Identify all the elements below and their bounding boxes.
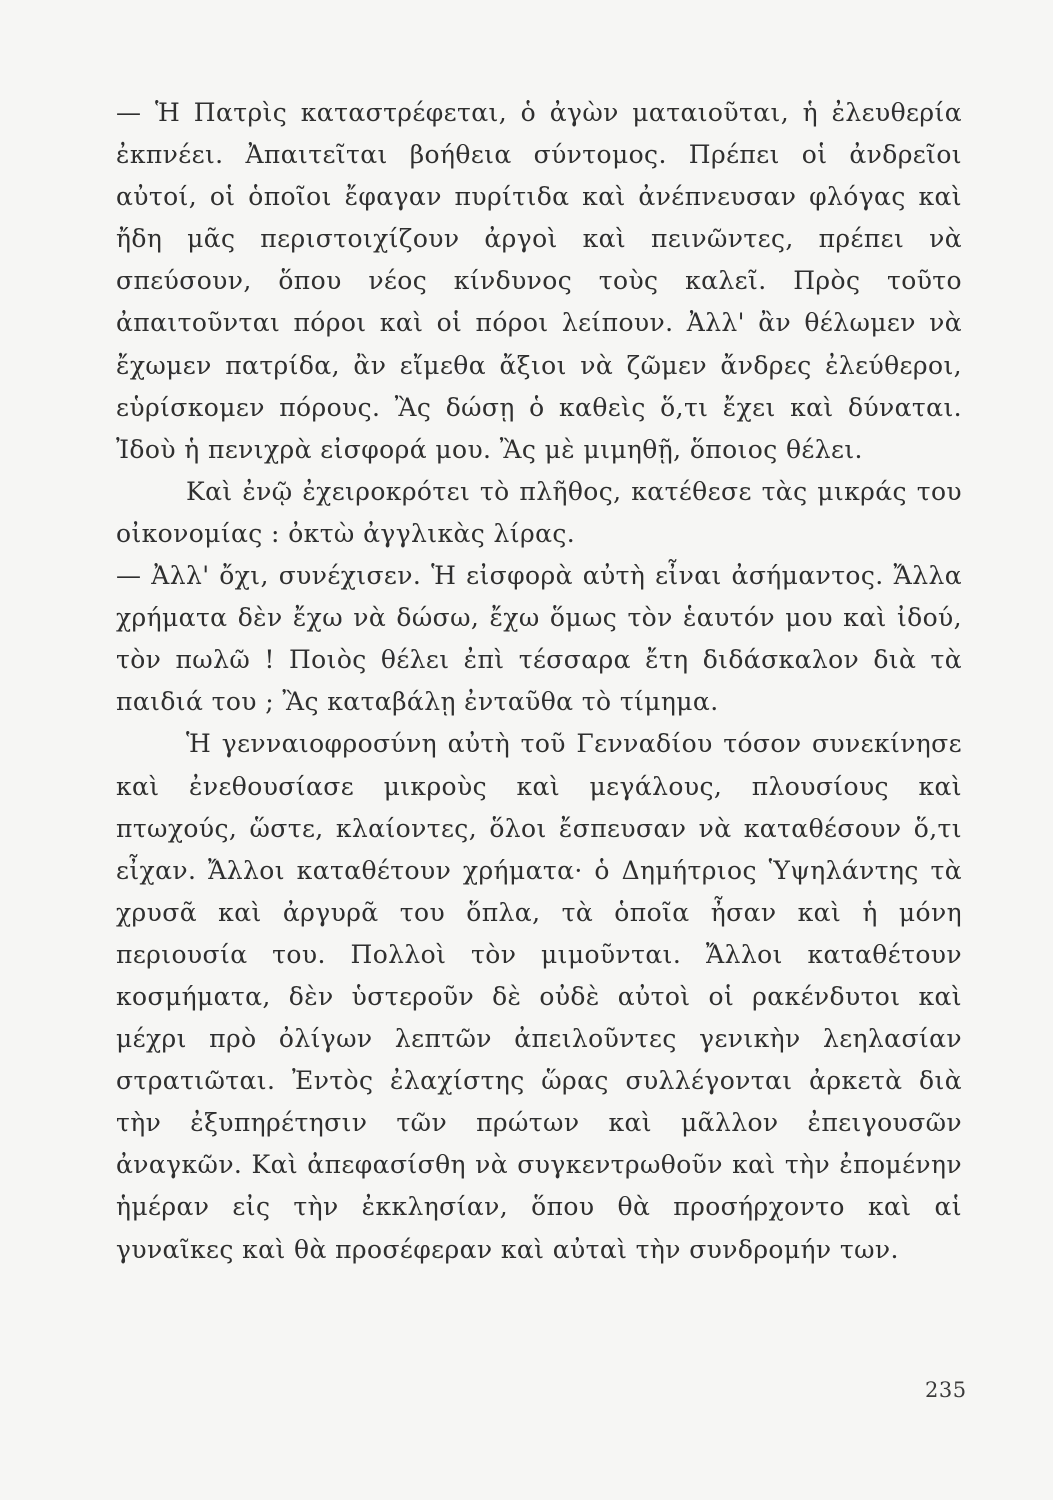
body-text bbox=[116, 92, 962, 1271]
page-number: 235 bbox=[925, 1378, 967, 1402]
paragraph-narration-1: Καὶ ἐνῷ ἐχειροκρότει τὸ πλῆθος, κατέθεσε τὰς μικράς του οἰκονομίας : ὀκτὼ ἀγγλικὰς λίρας. bbox=[116, 476, 962, 548]
paragraph-speech-1: — Ἡ Πατρὶς καταστρέφεται, ὁ ἀγὼν ματαιοῦται, ἡ ἐλευθερία ἐκπνέει. Ἀπαιτεῖται βοήθεια σύντομος. Πρέπει οἱ ἀνδρεῖοι αὐτοί, οἱ ὁποῖοι ἔφαγαν πυρίτιδα καὶ ἀνέπνευσαν φλόγας καὶ ἤδη μᾶς περιστοιχίζουν ἀργοὶ καὶ πεινῶντες, πρέπει νὰ σπεύσουν, ὅπου νέος κίνδυνος τοὺς καλεῖ. Πρὸς τοῦτο ἀπαιτοῦνται πόροι καὶ οἱ πόροι λείπουν. Ἀλλ' ἂν θέλωμεν νὰ ἔχωμεν πατρίδα, ἂν εἴμεθα ἄξιοι νὰ ζῶμεν ἄνδρες ἐλεύθεροι, εὑρίσκομεν πόρους. Ἂς δώσῃ ὁ καθεὶς ὅ,τι ἔχει καὶ δύναται. Ἰδοὺ ἡ πενιχρὰ εἰσφορά μου. Ἂς μὲ μιμηθῇ, ὅποιος θέλει. bbox=[116, 98, 962, 464]
paragraph-speech-2: — Ἀλλ' ὄχι, συνέχισεν. Ἡ εἰσφορὰ αὐτὴ εἶναι ἀσήμαντος. Ἄλλα χρήματα δὲν ἔχω νὰ δώσω, ἔχω ὅμως τὸν ἑαυτόν μου καὶ ἰδού, τὸν πωλῶ ! Ποιὸς θέλει ἐπὶ τέσσαρα ἔτη διδάσκαλον διὰ τὰ παιδιά του ; Ἂς καταβάλῃ ἐνταῦθα τὸ τίμημα. bbox=[116, 561, 962, 717]
paragraph-narration-2: Ἡ γενναιοφροσύνη αὐτὴ τοῦ Γενναδίου τόσον συνεκίνησε καὶ ἐνεθουσίασε μικροὺς καὶ μεγάλους, πλουσίους καὶ πτωχούς, ὥστε, κλαίοντες, ὅλοι ἔσπευσαν νὰ καταθέσουν ὅ,τι εἶχαν. Ἄλλοι καταθέτουν χρήματα· ὁ Δημήτριος Ὑψηλάντης τὰ χρυσᾶ καὶ ἀργυρᾶ του ὅπλα, τὰ ὁποῖα ἦσαν καὶ ἡ μόνη περιουσία του. Πολλοὶ τὸν μιμοῦνται. Ἄλλοι καταθέτουν κοσμήματα, δὲν ὑστεροῦν δὲ οὐδὲ αὐτοὶ οἱ ρακένδυτοι καὶ μέχρι πρὸ ὀλίγων λεπτῶν ἀπειλοῦντες γενικὴν λεηλασίαν στρατιῶται. Ἐντὸς ἐλαχίστης ὥρας συλλέγονται ἀρκετὰ διὰ τὴν ἐξυπηρέτησιν τῶν πρώτων καὶ μᾶλλον ἐπειγουσῶν ἀναγκῶν. Καὶ ἀπεφασίσθη νὰ συγκεντρωθοῦν καὶ τὴν ἐπομένην ἡμέραν εἰς τὴν ἐκκλησίαν, ὅπου θὰ προσήρχοντο καὶ αἱ γυναῖκες καὶ θὰ προσέφεραν καὶ αὐταὶ τὴν συνδρομήν των. bbox=[116, 729, 962, 1264]
